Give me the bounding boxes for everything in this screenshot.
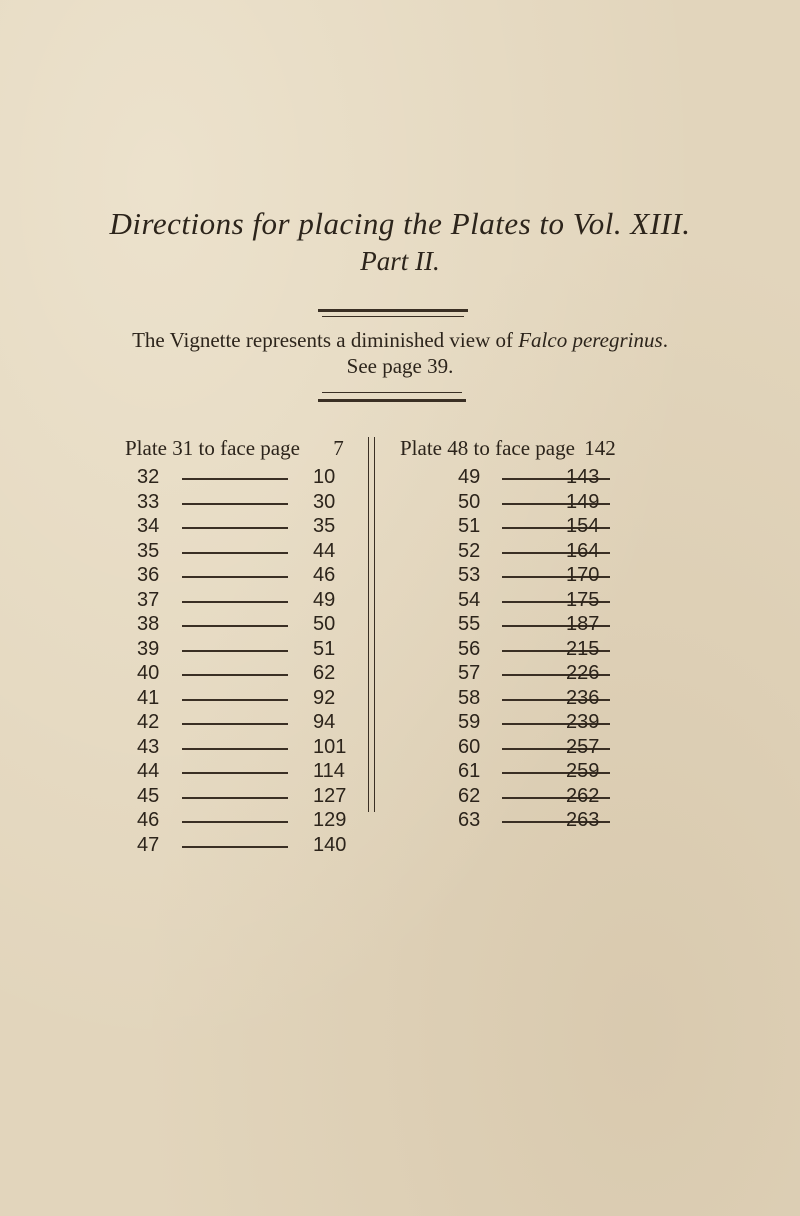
plate-number: 58 xyxy=(458,686,481,709)
page-number: 262 xyxy=(566,784,600,807)
divider-rule xyxy=(318,309,468,312)
see-page-note: See page 39. xyxy=(346,354,454,378)
plate-number: 50 xyxy=(458,490,481,513)
page-number: 263 xyxy=(566,809,600,831)
page-number: 170 xyxy=(566,564,600,586)
plate-number: 47 xyxy=(137,833,160,856)
vignette-end: . xyxy=(662,328,668,352)
plate-number: 42 xyxy=(137,711,160,733)
page-number: 10 xyxy=(313,466,336,488)
divider-rule xyxy=(322,316,464,317)
page-number: 51 xyxy=(313,637,336,660)
plate-number: 51 xyxy=(458,515,481,537)
plate-number: 53 xyxy=(458,564,481,586)
page-number: 143 xyxy=(566,466,600,488)
vignette-note xyxy=(0,328,800,353)
divider-rule xyxy=(322,392,462,393)
plate-number: 62 xyxy=(458,784,481,807)
plate-number: 54 xyxy=(458,588,481,611)
plate-number: 49 xyxy=(458,466,481,488)
plate-number: 59 xyxy=(458,711,481,733)
page-number: 257 xyxy=(566,735,600,758)
plate-number: 55 xyxy=(458,613,481,635)
plate-number: 61 xyxy=(458,760,481,782)
heading-page: 7 xyxy=(333,436,344,460)
plate-number: 44 xyxy=(137,760,160,782)
plate-number: 36 xyxy=(137,564,160,586)
heading-page: 142 xyxy=(584,436,616,460)
page-number: 154 xyxy=(566,515,600,537)
page-number: 215 xyxy=(566,637,600,660)
divider-rule xyxy=(318,399,466,402)
heading-text: to face page xyxy=(473,436,575,460)
heading-plate: Plate 48 xyxy=(400,436,469,460)
page-number: 226 xyxy=(566,662,600,684)
plate-number: 35 xyxy=(137,539,160,562)
plate-number: 57 xyxy=(458,662,481,684)
heading-text: to face page xyxy=(198,436,300,460)
column-divider-line xyxy=(374,437,375,812)
page-number: 94 xyxy=(313,711,336,733)
page-number: 259 xyxy=(566,760,600,782)
page-number: 44 xyxy=(313,539,336,562)
page-number: 46 xyxy=(313,564,336,586)
left-column-heading xyxy=(125,436,344,461)
plate-number: 43 xyxy=(137,735,160,758)
column-divider-line xyxy=(368,437,369,812)
page-number: 114 xyxy=(313,760,345,782)
plate-number: 32 xyxy=(137,466,160,488)
right-column-heading xyxy=(400,436,616,461)
plate-number: 45 xyxy=(137,784,160,807)
page-number: 175 xyxy=(566,588,600,611)
leader-dash xyxy=(182,846,288,848)
page-number: 35 xyxy=(313,515,336,537)
plate-number: 38 xyxy=(137,613,160,635)
plate-number: 33 xyxy=(137,490,160,513)
plate-number: 46 xyxy=(137,809,160,831)
plate-number: 34 xyxy=(137,515,160,537)
page-number: 236 xyxy=(566,686,600,709)
page-number: 140 xyxy=(313,833,347,856)
heading-plate: Plate 31 xyxy=(125,436,194,460)
page-number: 92 xyxy=(313,686,336,709)
plate-number: 39 xyxy=(137,637,160,660)
plate-number: 52 xyxy=(458,539,481,562)
page-number: 101 xyxy=(313,735,347,758)
plate-number: 56 xyxy=(458,637,481,660)
page-subtitle: Part II. xyxy=(360,246,440,276)
plate-number: 41 xyxy=(137,686,160,709)
vignette-text: The Vignette represents a diminished view of xyxy=(132,328,519,352)
page-number: 187 xyxy=(566,613,600,635)
page-number: 127 xyxy=(313,784,347,807)
page-title: Directions for placing the Plates to Vol. XIII. xyxy=(109,206,691,241)
plate-number: 63 xyxy=(458,809,481,831)
page-number: 129 xyxy=(313,809,347,831)
page-number: 239 xyxy=(566,711,600,733)
page-number: 50 xyxy=(313,613,336,635)
plate-number: 60 xyxy=(458,735,481,758)
list-item xyxy=(0,809,800,838)
page-number: 49 xyxy=(313,588,336,611)
species-name: Falco peregrinus xyxy=(518,328,663,352)
page-number: 149 xyxy=(566,490,600,513)
plate-number: 40 xyxy=(137,662,160,684)
page-number: 62 xyxy=(313,662,336,684)
page-number: 30 xyxy=(313,490,336,513)
page-number: 164 xyxy=(566,539,600,562)
plate-number: 37 xyxy=(137,588,160,611)
